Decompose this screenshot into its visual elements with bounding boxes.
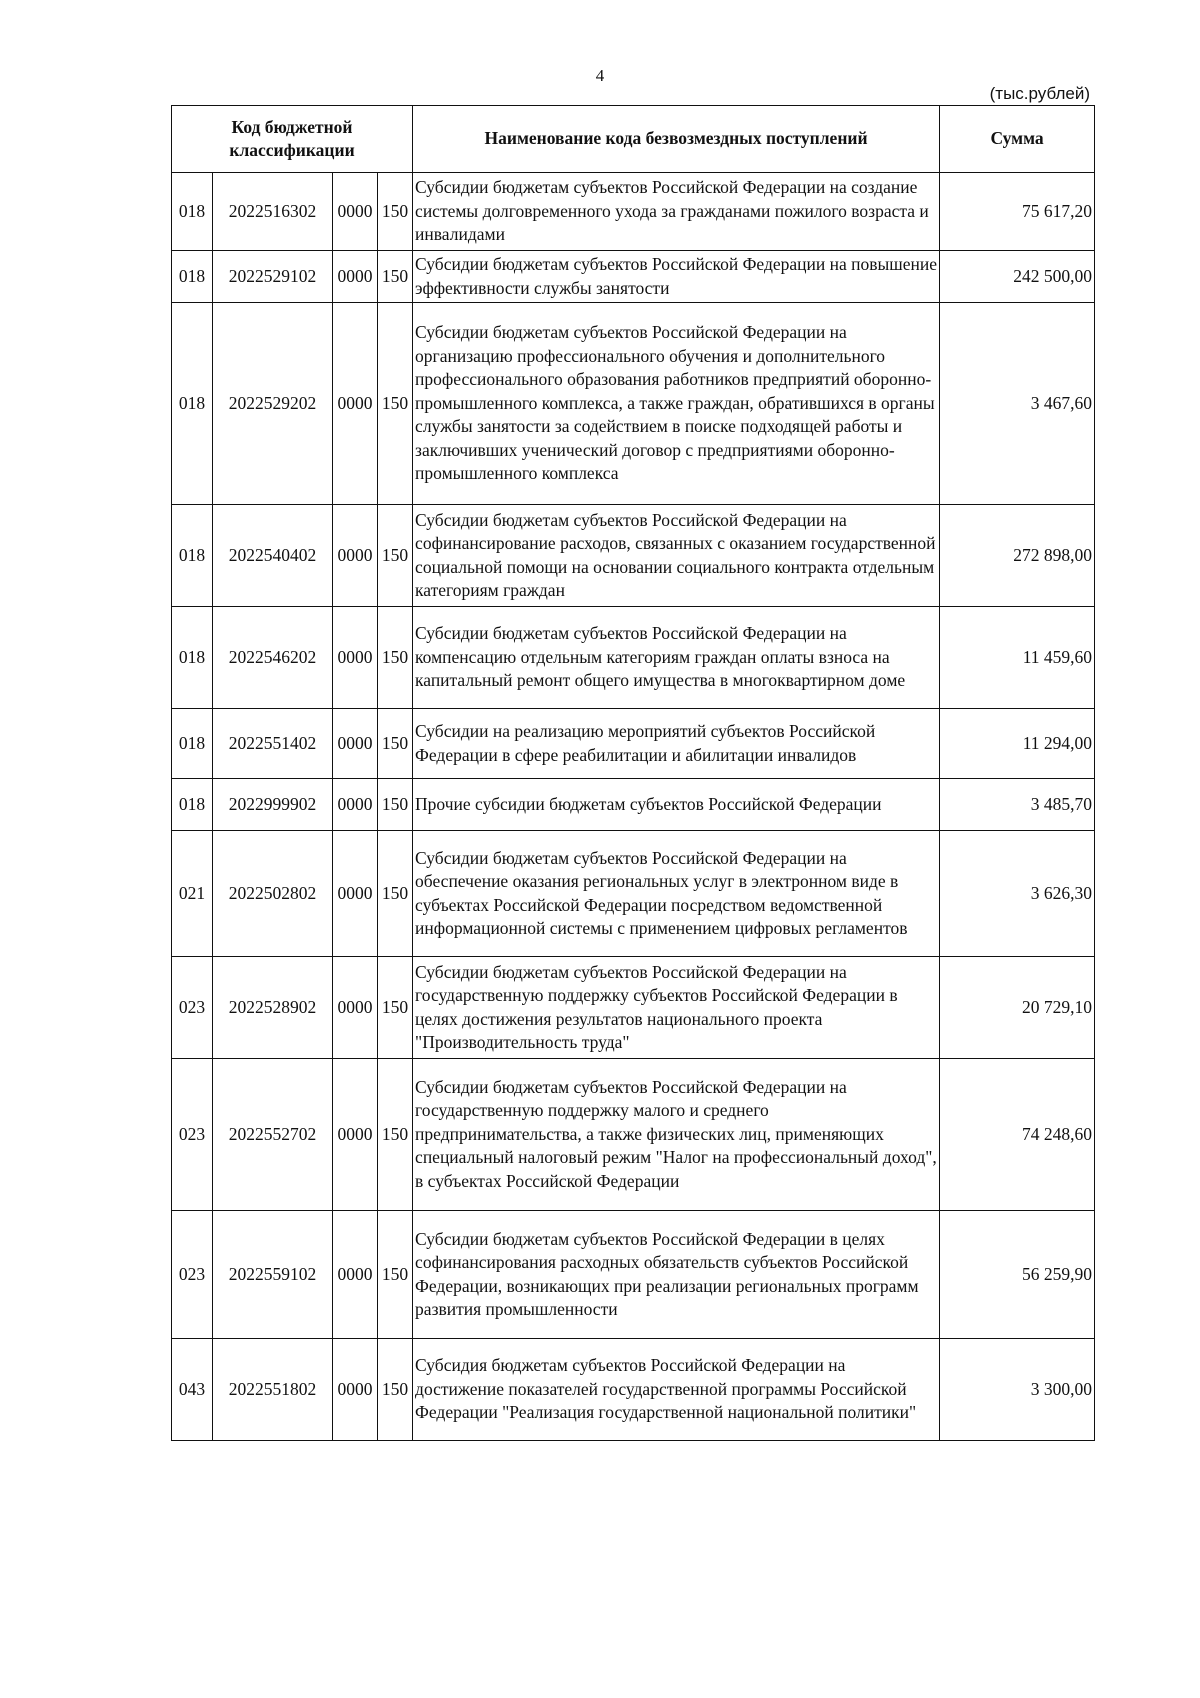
- cell-budget-code: 2022528902: [213, 957, 333, 1059]
- cell-budget-code: 2022552702: [213, 1059, 333, 1211]
- cell-kosgu-code: 150: [378, 1059, 413, 1211]
- page-number: 4: [595, 66, 605, 85]
- cell-kosgu-code: 150: [378, 607, 413, 709]
- cell-sum: 3 467,60: [940, 303, 1095, 505]
- cell-budget-code: 2022559102: [213, 1211, 333, 1339]
- cell-name: Субсидии бюджетам субъектов Российской Федерации на организацию профессионального обучения и дополнительного профессионального образования работников предприятий оборонно-промышленного комплекса, а также граждан, обратившихся в органы службы занятости за содействием в поиске подходящей работы и заключивших ученический договор с предприятиями оборонно-промышленного комплекса: [413, 303, 940, 505]
- cell-subtype-code: 0000: [333, 709, 378, 779]
- cell-kosgu-code: 150: [378, 1211, 413, 1339]
- cell-admin-code: 018: [172, 607, 213, 709]
- cell-admin-code: 043: [172, 1339, 213, 1441]
- cell-sum: 3 626,30: [940, 831, 1095, 957]
- cell-admin-code: 023: [172, 957, 213, 1059]
- cell-kosgu-code: 150: [378, 709, 413, 779]
- cell-sum: 74 248,60: [940, 1059, 1095, 1211]
- cell-admin-code: 018: [172, 505, 213, 607]
- cell-subtype-code: 0000: [333, 957, 378, 1059]
- cell-sum: 3 300,00: [940, 1339, 1095, 1441]
- table-row: [172, 303, 1095, 505]
- table-row: [172, 779, 1095, 831]
- cell-admin-code: 018: [172, 709, 213, 779]
- cell-kosgu-code: 150: [378, 831, 413, 957]
- cell-budget-code: 2022999902: [213, 779, 333, 831]
- cell-name: Субсидии бюджетам субъектов Российской Федерации на создание системы долговременного ухода за гражданами пожилого возраста и инвалидами: [413, 173, 940, 251]
- cell-name: Субсидии бюджетам субъектов Российской Федерации на государственную поддержку малого и среднего предпринимательства, а также физических лиц, применяющих специальный налоговый режим "Налог на профессиональный доход", в субъектах Российской Федерации: [413, 1059, 940, 1211]
- header-sum: Сумма: [940, 106, 1095, 173]
- table-row: [172, 957, 1095, 1059]
- header-code: Код бюджетной классификации: [172, 106, 413, 173]
- table-row: [172, 251, 1095, 303]
- cell-admin-code: 023: [172, 1059, 213, 1211]
- cell-name: Субсидии бюджетам субъектов Российской Федерации в целях софинансирования расходных обязательств субъектов Российской Федерации, возникающих при реализации региональных программ развития промышленности: [413, 1211, 940, 1339]
- cell-sum: 56 259,90: [940, 1211, 1095, 1339]
- cell-kosgu-code: 150: [378, 779, 413, 831]
- cell-subtype-code: 0000: [333, 607, 378, 709]
- cell-name: Субсидии бюджетам субъектов Российской Федерации на государственную поддержку субъектов Российской Федерации в целях достижения результатов национального проекта "Производительность труда": [413, 957, 940, 1059]
- cell-subtype-code: 0000: [333, 831, 378, 957]
- cell-sum: 11 459,60: [940, 607, 1095, 709]
- cell-budget-code: 2022502802: [213, 831, 333, 957]
- cell-subtype-code: 0000: [333, 779, 378, 831]
- cell-budget-code: 2022516302: [213, 173, 333, 251]
- table-row: [172, 1339, 1095, 1441]
- cell-budget-code: 2022551802: [213, 1339, 333, 1441]
- cell-admin-code: 021: [172, 831, 213, 957]
- table-row: [172, 173, 1095, 251]
- table-row: [172, 709, 1095, 779]
- cell-name: Субсидии бюджетам субъектов Российской Федерации на обеспечение оказания региональных услуг в электронном виде в субъектах Российской Федерации посредством ведомственной информационной системы с применением цифровых регламентов: [413, 831, 940, 957]
- cell-sum: 242 500,00: [940, 251, 1095, 303]
- table-row: [172, 1059, 1095, 1211]
- cell-subtype-code: 0000: [333, 1059, 378, 1211]
- cell-subtype-code: 0000: [333, 1339, 378, 1441]
- cell-name: Прочие субсидии бюджетам субъектов Российской Федерации: [413, 779, 940, 831]
- cell-admin-code: 018: [172, 303, 213, 505]
- cell-kosgu-code: 150: [378, 505, 413, 607]
- cell-budget-code: 2022551402: [213, 709, 333, 779]
- cell-sum: 272 898,00: [940, 505, 1095, 607]
- cell-kosgu-code: 150: [378, 1339, 413, 1441]
- cell-name: Субсидии бюджетам субъектов Российской Федерации на повышение эффективности службы занятости: [413, 251, 940, 303]
- cell-sum: 3 485,70: [940, 779, 1095, 831]
- cell-kosgu-code: 150: [378, 303, 413, 505]
- cell-name: Субсидии бюджетам субъектов Российской Федерации на софинансирование расходов, связанных с оказанием государственной социальной помощи на основании социального контракта отдельным категориям граждан: [413, 505, 940, 607]
- table-row: [172, 831, 1095, 957]
- table-row: [172, 505, 1095, 607]
- cell-admin-code: 018: [172, 779, 213, 831]
- cell-kosgu-code: 150: [378, 251, 413, 303]
- cell-kosgu-code: 150: [378, 957, 413, 1059]
- cell-subtype-code: 0000: [333, 173, 378, 251]
- cell-subtype-code: 0000: [333, 303, 378, 505]
- budget-table: [171, 105, 1095, 1441]
- cell-name: Субсидии бюджетам субъектов Российской Федерации на компенсацию отдельным категориям граждан оплаты взноса на капитальный ремонт общего имущества в многоквартирном доме: [413, 607, 940, 709]
- table-row: [172, 1211, 1095, 1339]
- cell-name: Субсидия бюджетам субъектов Российской Федерации на достижение показателей государственной программы Российской Федерации "Реализация государственной национальной политики": [413, 1339, 940, 1441]
- cell-kosgu-code: 150: [378, 173, 413, 251]
- units-label: (тыс.рублей): [989, 84, 1090, 103]
- cell-subtype-code: 0000: [333, 1211, 378, 1339]
- table-header-row: [172, 106, 1095, 173]
- cell-admin-code: 023: [172, 1211, 213, 1339]
- cell-budget-code: 2022546202: [213, 607, 333, 709]
- cell-admin-code: 018: [172, 251, 213, 303]
- cell-subtype-code: 0000: [333, 251, 378, 303]
- header-name: Наименование кода безвозмездных поступлений: [413, 106, 940, 173]
- cell-budget-code: 2022529202: [213, 303, 333, 505]
- cell-sum: 20 729,10: [940, 957, 1095, 1059]
- cell-subtype-code: 0000: [333, 505, 378, 607]
- cell-sum: 11 294,00: [940, 709, 1095, 779]
- cell-budget-code: 2022540402: [213, 505, 333, 607]
- cell-admin-code: 018: [172, 173, 213, 251]
- table-row: [172, 607, 1095, 709]
- cell-sum: 75 617,20: [940, 173, 1095, 251]
- cell-budget-code: 2022529102: [213, 251, 333, 303]
- cell-name: Субсидии на реализацию мероприятий субъектов Российской Федерации в сфере реабилитации и абилитации инвалидов: [413, 709, 940, 779]
